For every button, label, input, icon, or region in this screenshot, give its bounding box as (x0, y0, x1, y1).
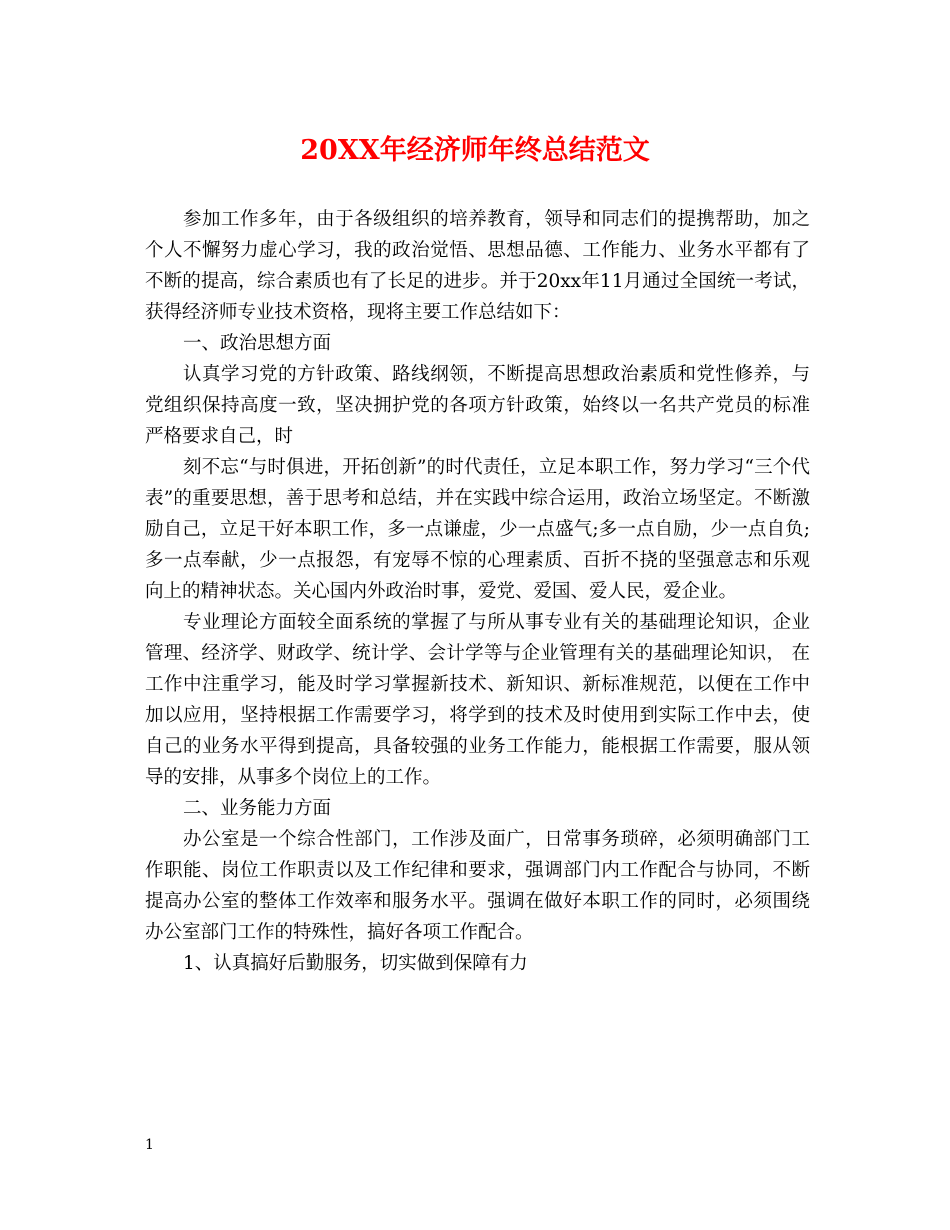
paragraph-theory: 专业理论方面较全面系统的掌握了与所从事专业有关的基础理论知识，企业管理、经济学、财政学、统计学、会计学等与企业管理有关的基础理论知识， 在工作中注重学习，能及时学习掌握新技术、新知识、新标准规范，以便在工作中加以应用，坚持根据工作需要学习，将学到的技术及时使用到实际工作中去，使自己的业务水平得到提高，具备较强的业务工作能力，能根据工作需要，服从领导的安排，从事多个岗位上的工作。 (145, 612, 810, 788)
subheading-logistics: 1、认真搞好后勤服务，切实做到保障有力 (183, 953, 528, 974)
document-body (145, 204, 810, 979)
page-number: 1 (145, 1137, 154, 1153)
paragraph-intro: 参加工作多年，由于各级组织的培养教育，领导和同志们的提携帮助，加之个人不懈努力虚心学习，我的政治觉悟、思想品德、工作能力、业务水平都有了不断的提高，综合素质也有了长足的进步。并于20xx年11月通过全国统一考试，获得经济师专业技术资格，现将主要工作总结如下： (145, 209, 810, 323)
section-heading-business: 二、业务能力方面 (183, 798, 332, 819)
paragraph-political-1: 认真学习党的方针政策、路线纲领，不断提高思想政治素质和党性修养，与党组织保持高度一致，坚决拥护党的各项方针政策，始终以一名共产党员的标准严格要求自己，时 (145, 364, 810, 447)
document-title: 20XX年经济师年终总结范文 (300, 135, 650, 166)
paragraph-office: 办公室是一个综合性部门，工作涉及面广，日常事务琐碎，必须明确部门工作职能、岗位工作职责以及工作纪律和要求，强调部门内工作配合与协同，不断提高办公室的整体工作效率和服务水平。强调在做好本职工作的同时，必须围绕办公室部门工作的特殊性，搞好各项工作配合。 (145, 829, 810, 943)
paragraph-political-2: 刻不忘“与时俱进，开拓创新”的时代责任，立足本职工作，努力学习“三个代表”的重要思想，善于思考和总结，并在实践中综合运用，政治立场坚定。不断激励自己，立足干好本职工作，多一点谦虚，少一点盛气;多一点自励，少一点自负;多一点奉献，少一点报怨，有宠辱不惊的心理素质、百折不挠的坚强意志和乐观向上的精神状态。关心国内外政治时事，爱党、爱国、爱人民，爱企业。 (145, 457, 810, 602)
section-heading-political: 一、政治思想方面 (183, 333, 332, 354)
